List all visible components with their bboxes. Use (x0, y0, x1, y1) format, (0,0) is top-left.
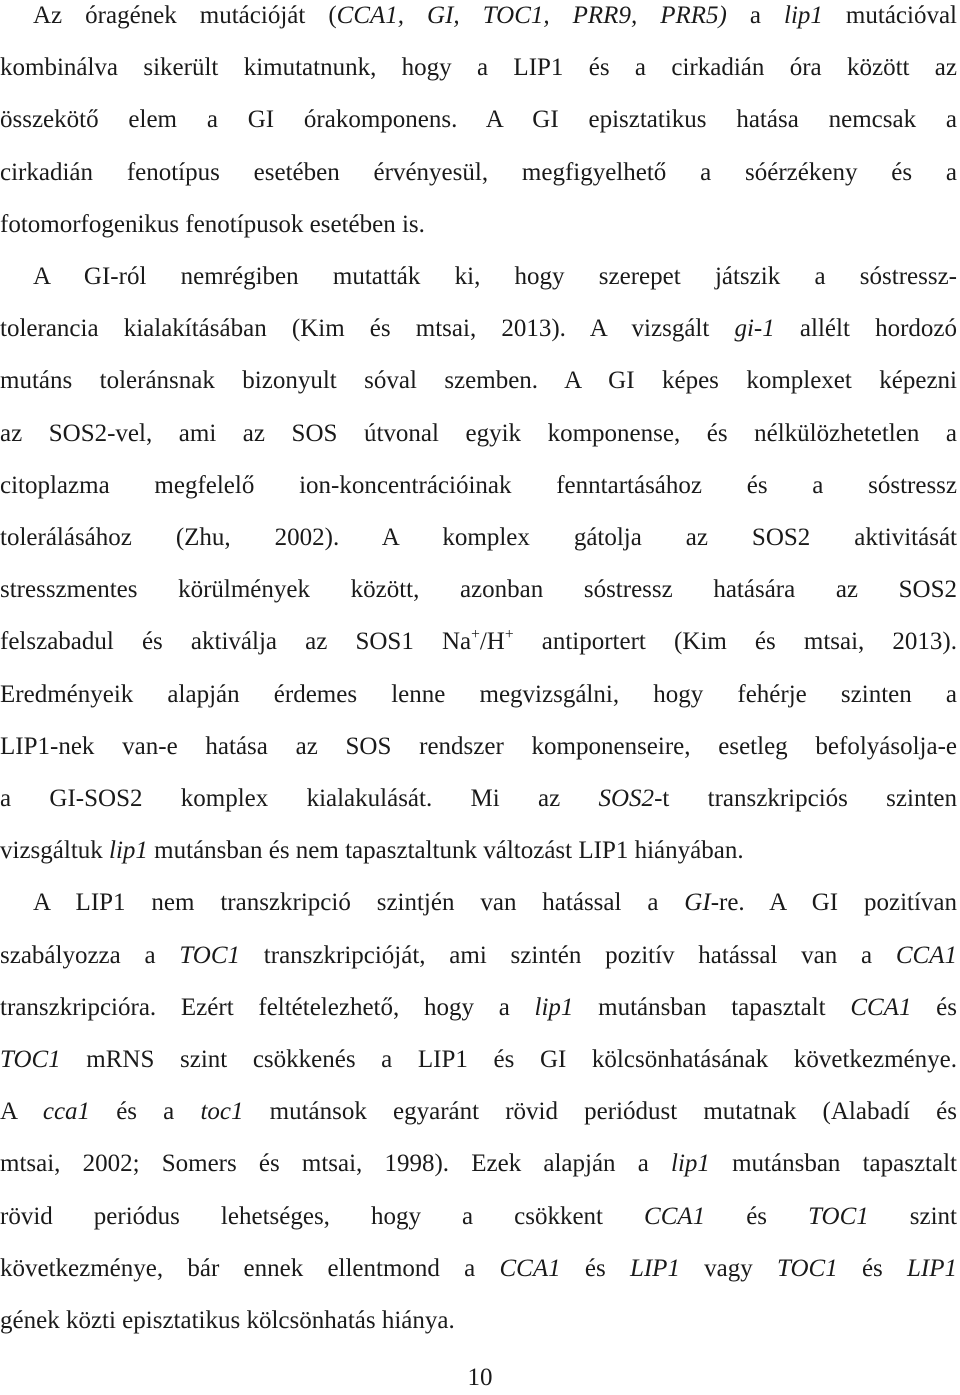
text-line: Az óragének mutációját (CCA1, GI, TOC1, PRR9, PRR5) a lip1 mutációval (33, 2, 957, 29)
text-line: mutáns toleránsnak bizonyult sóval szemben. A GI képes komplexet képezni (0, 367, 957, 395)
text-line: rövid periódus lehetséges, hogy a csökkent CCA1 és TOC1 szint (0, 1202, 958, 1230)
text-line: A GI-ról nemrégiben mutatták ki, hogy szerepet játszik a sóstressz- (33, 263, 957, 290)
text-line: vizsgáltuk lip1 mutánsban és nem tapasztaltunk változást LIP1 hiányában. (0, 837, 744, 865)
text-line: gének közti episztatikus kölcsönhatás hiánya. (0, 1307, 455, 1334)
text-line: tolerálásához (Zhu, 2002). A komplex gátolja az SOS2 aktivitását (0, 524, 957, 551)
text-line: citoplazma megfelelő ion-koncentrációinak fenntartásához és a sóstressz (0, 471, 957, 499)
text-line: LIP1-nek van-e hatása az SOS rendszer komponenseire, esetleg befolyásolja-e (0, 732, 957, 760)
text-line: tolerancia kialakításában (Kim és mtsai, 2013). A vizsgált gi-1 allélt hordozó (0, 315, 957, 343)
text-line: Eredményeik alapján érdemes lenne megvizsgálni, hogy fehérje szinten a (0, 680, 957, 708)
page-number: 10 (467, 1364, 493, 1391)
text-line: A cca1 és a toc1 mutánsok egyaránt rövid periódust mutatnak (Alabadí és (0, 1098, 957, 1126)
text-line: transzkripcióra. Ezért feltételezhető, hogy a lip1 mutánsban tapasztalt CCA1 és (0, 993, 958, 1021)
text-line: stresszmentes körülmények között, azonban sóstressz hatására az SOS2 (0, 576, 957, 604)
text-line: cirkadián fenotípus esetében érvényesül, megfigyelhető a sóérzékeny és a (0, 158, 957, 186)
text-line: mtsai, 2002; Somers és mtsai, 1998). Ezek alapján a lip1 mutánsban tapasztalt (0, 1150, 957, 1178)
text-line: a GI-SOS2 komplex kialakulását. Mi az SOS2-t transzkripciós szinten (0, 785, 957, 812)
text-line: kombinálva sikerült kimutatnunk, hogy a LIP1 és a cirkadián óra között az (0, 54, 957, 82)
text-line: A LIP1 nem transzkripció szintjén van hatással a GI-re. A GI pozitívan (33, 889, 958, 917)
text-line: TOC1 mRNS szint csökkenés a LIP1 és GI kölcsönhatásának következménye. (0, 1046, 957, 1073)
text-line: szabályozza a TOC1 transzkripcióját, ami szintén pozitív hatással van a CCA1 (0, 941, 957, 969)
text-line: az SOS2-vel, ami az SOS útvonal egyik komponense, és nélkülözhetetlen a (0, 419, 957, 447)
text-line: következménye, bár ennek ellentmond a CCA1 és LIP1 vagy TOC1 és LIP1 (0, 1254, 958, 1282)
text-line: összekötő elem a GI órakomponens. A GI episztatikus hatása nemcsak a (0, 106, 957, 134)
text-line: fotomorfogenikus fenotípusok esetében is. (0, 210, 425, 238)
text-line: felszabadul és aktiválja az SOS1 Na+/H+ antiportert (Kim és mtsai, 2013). (0, 626, 957, 656)
